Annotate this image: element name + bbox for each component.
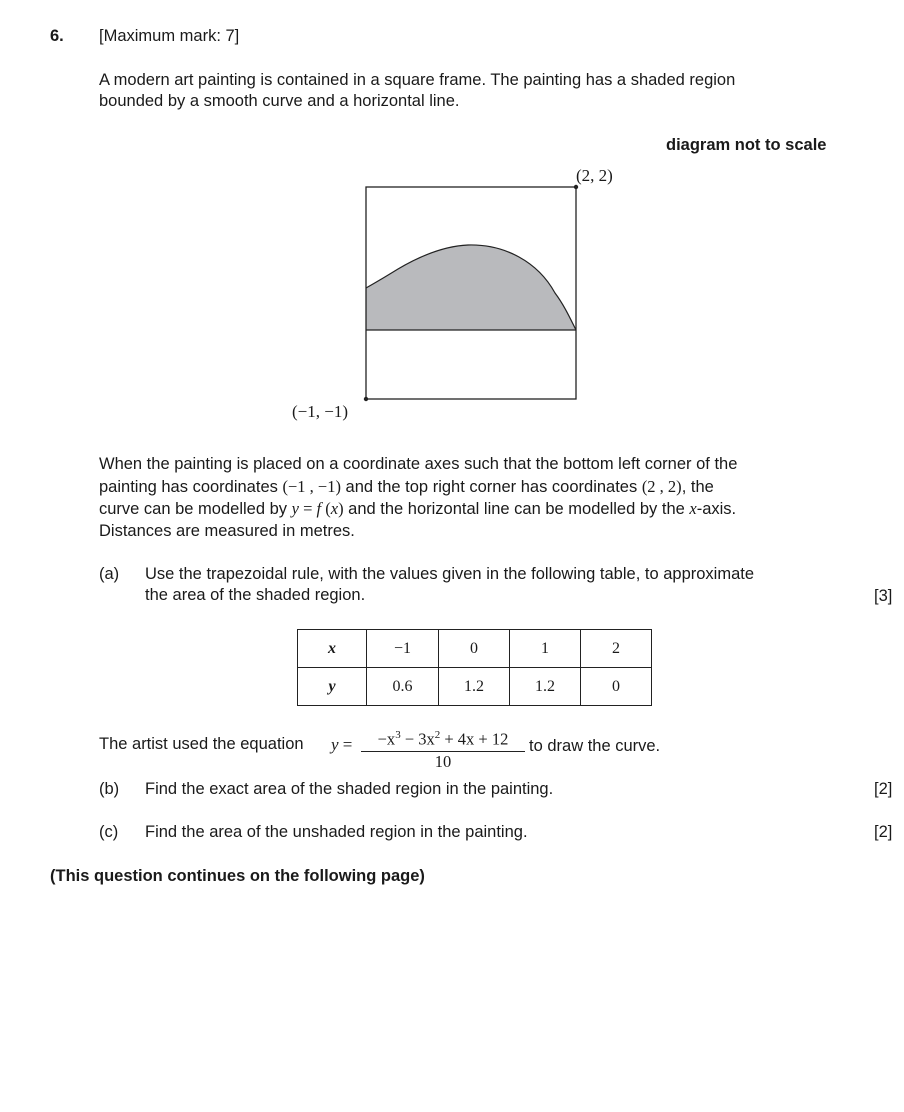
shaded-region [366,245,576,330]
part-c-label: (c) [99,823,119,841]
table-cell-x: 1 [510,630,581,668]
table-header-x: x [298,630,367,668]
part-a-line-1: Use the trapezoidal rule, with the values given in the following table, to approximate [145,565,755,583]
bottom-left-corner-point [364,397,368,401]
diagram-note: diagram not to scale [666,136,827,154]
table-row-x [298,630,652,668]
painting-diagram [0,0,904,440]
equation-intro-text: The artist used the equation [99,735,304,753]
continues-note: (This question continues on the following page) [50,867,425,885]
para2-line-2: painting has coordinates (−1 , −1) and the top right corner has coordinates (2 , 2), the [99,476,714,496]
table-row-y [298,668,652,706]
trapezoidal-values-table [297,629,652,706]
part-b-text: Find the exact area of the shaded region in the painting. [145,780,554,798]
part-a-label: (a) [99,565,120,583]
table-cell-y: 0.6 [367,668,439,706]
equation-lhs: y = [331,735,353,754]
coordinate-paragraph [99,454,839,543]
table-cell-x: 2 [581,630,652,668]
part-b-marks: [2] [874,780,893,798]
table-cell-x: −1 [367,630,439,668]
maximum-mark: [Maximum mark: 7] [99,27,240,45]
part-a-text [145,564,754,606]
part-a-line-2: the area of the shaded region. [145,586,366,604]
table-cell-y: 1.2 [439,668,510,706]
bottom-left-label: (−1, −1) [292,402,348,421]
part-a-marks: [3] [874,587,893,605]
top-right-corner-point [574,185,578,189]
question-number: 6. [50,27,64,45]
para2-line-4: Distances are measured in metres. [99,522,355,541]
table-cell-y: 0 [581,668,652,706]
para2-line-1: When the painting is placed on a coordinate axes such that the bottom left corner of the [99,455,738,473]
para2-line-3: curve can be modelled by y = f (x) and the horizontal line can be modelled by the x-axis. [99,499,737,519]
equation-fraction [361,725,525,771]
table-cell-x: 0 [439,630,510,668]
equation-denominator: 10 [434,751,452,771]
table-cell-y: 1.2 [510,668,581,706]
part-c-marks: [2] [874,823,893,841]
intro-line-2: bounded by a smooth curve and a horizontal line. [99,92,460,110]
intro-line-1: A modern art painting is contained in a square frame. The painting has a shaded region [99,71,736,89]
part-c-text: Find the area of the unshaded region in the painting. [145,823,528,841]
equation-numerator: $-x^3 - 3x^2 + 4x + 12$ [377,729,509,749]
equation-outro-text: to draw the curve. [529,737,661,755]
part-b-label: (b) [99,780,120,798]
top-right-label: (2, 2) [576,166,613,185]
table-header-y: y [298,668,367,706]
